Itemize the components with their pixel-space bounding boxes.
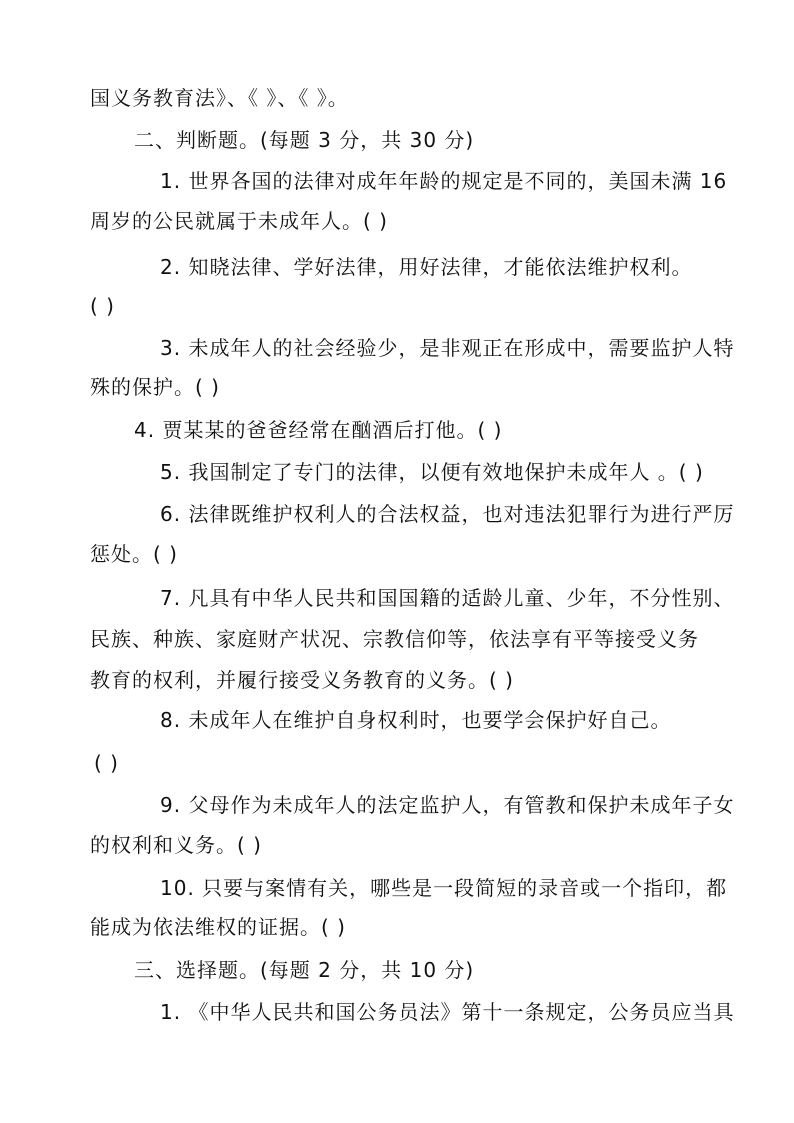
text-line: 8. 未成年人在维护自身权利时，也要学会保护好自己。 [160,708,672,732]
text-line: 惩处。( ) [90,542,178,566]
text-line: 7. 凡具有中华人民共和国国籍的适龄儿童、少年，不分性别、 [160,586,735,610]
text-line: 6. 法律既维护权利人的合法权益，也对违法犯罪行为进行严厉 [160,502,735,526]
text-line: 4. 贾某某的爸爸经常在酗酒后打他。( ) [134,418,503,442]
section-heading-true-false: 二、判断题。(每题 3 分，共 30 分) [134,128,475,152]
text-line: ( ) [94,751,119,775]
text-line: 9. 父母作为未成年人的法定监护人，有管教和保护未成年子女 [160,793,735,817]
text-line: 5. 我国制定了专门的法律，以便有效地保护未成年人 。( ) [160,460,704,484]
text-line: 国义务教育法》、《 》、《 》。 [90,86,349,110]
text-line: 教育的权利，并履行接受义务教育的义务。( ) [90,668,514,692]
section-heading-multiple-choice: 三、选择题。(每题 2 分，共 10 分) [134,958,475,982]
text-line: 能成为依法维权的证据。( ) [90,915,346,939]
text-line: 3. 未成年人的社会经验少，是非观正在形成中，需要监护人特 [160,336,735,360]
text-line: 的权利和义务。( ) [90,833,262,857]
text-line: 民族、种族、家庭财产状况、宗教信仰等，依法享有平等接受义务 [90,627,699,651]
text-line: 10. 只要与案情有关，哪些是一段简短的录音或一个指印，都 [160,876,728,900]
text-line: 1. 《中华人民共和国公务员法》第十一条规定，公务员应当具 [160,1000,735,1024]
text-line: 2. 知晓法律、学好法律，用好法律，才能依法维护权利。 [160,255,693,279]
text-line: ( ) [90,294,115,318]
text-line: 1. 世界各国的法律对成年年龄的规定是不同的，美国未满 16 [160,169,728,193]
text-line: 周岁的公民就属于未成年人。( ) [90,209,388,233]
text-line: 殊的保护。( ) [90,375,220,399]
